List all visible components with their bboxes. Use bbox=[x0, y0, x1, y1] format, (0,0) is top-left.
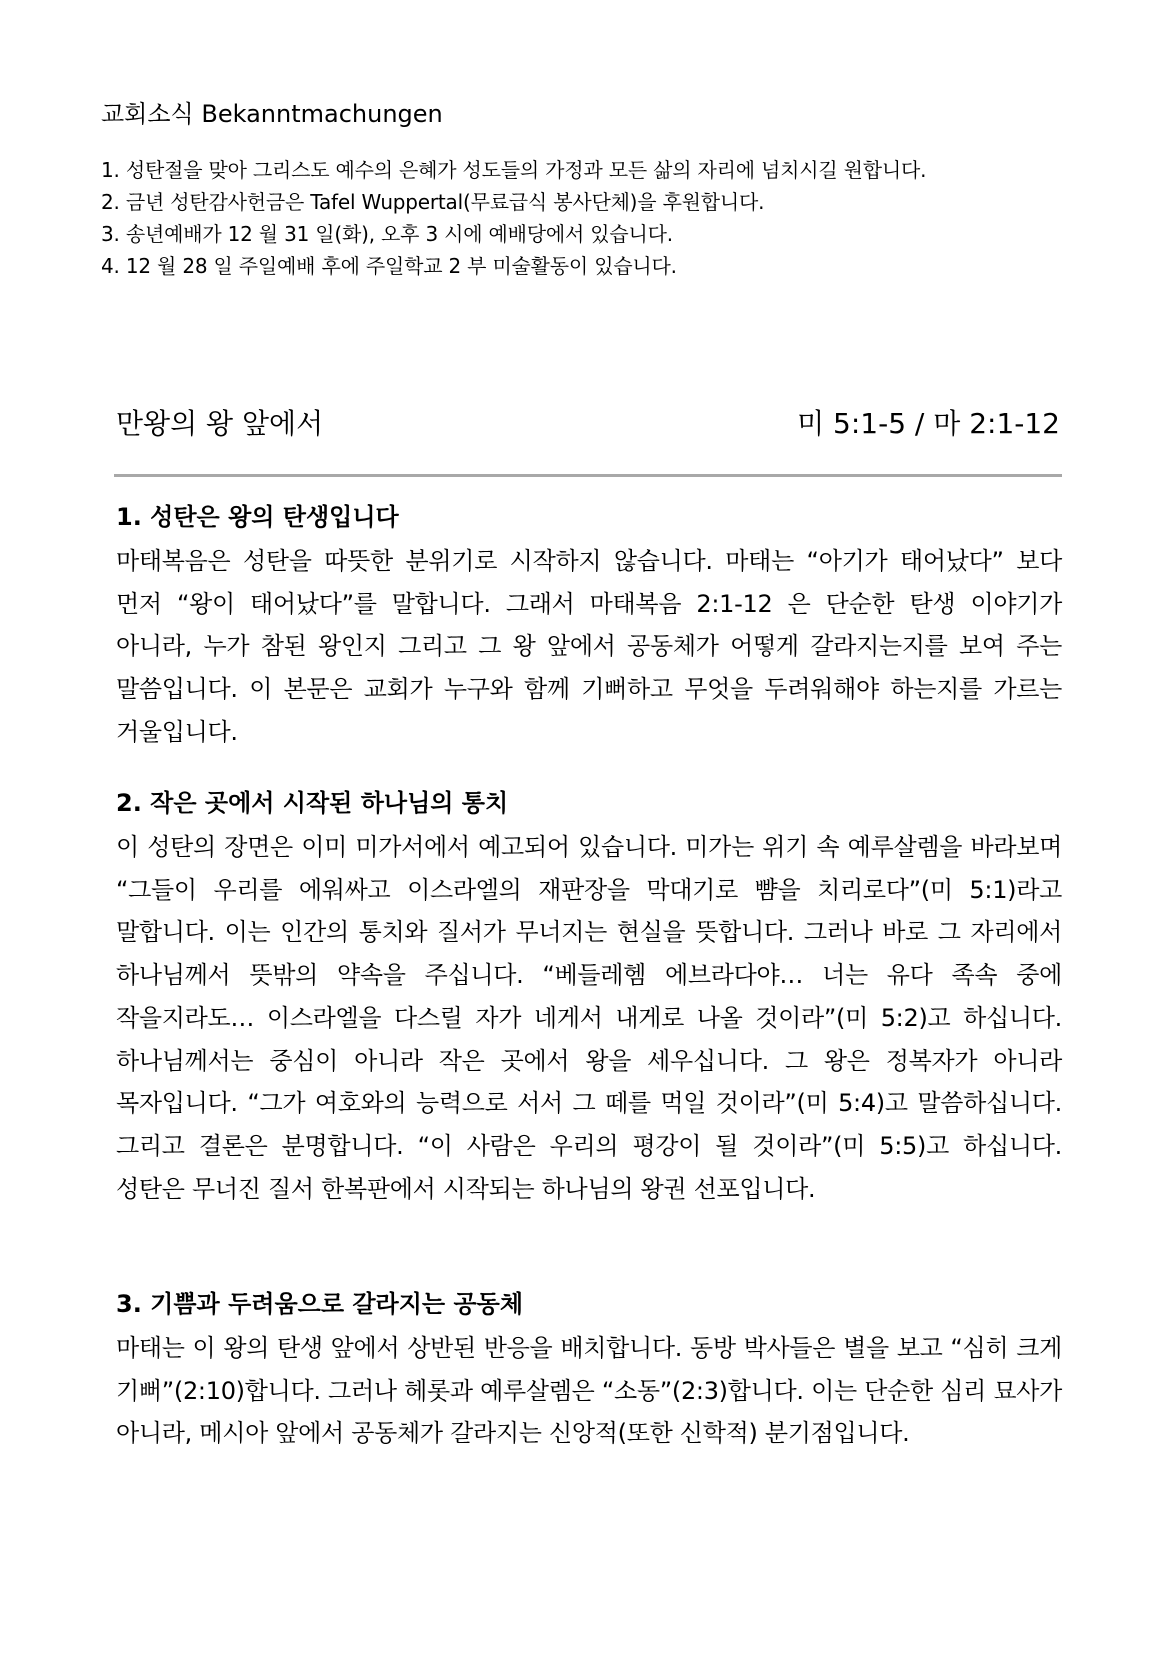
section-heading: 3. 기쁨과 두려움으로 갈라지는 공동체 bbox=[116, 1290, 523, 1318]
section-heading: 2. 작은 곳에서 시작된 하나님의 통치 bbox=[116, 789, 509, 817]
church-notices bbox=[101, 96, 1121, 282]
notices-heading: 교회소식 Bekanntmachungen bbox=[101, 100, 443, 128]
notice-item: 3. 송년예배가 12 월 31 일(화), 오후 3 시에 예배당에서 있습니다. bbox=[101, 222, 673, 246]
scripture-reference: 미 5:1-5 / 마 2:1-12 bbox=[797, 407, 1060, 440]
notice-item: 4. 12 월 28 일 주일예배 후에 주일학교 2 부 미술활동이 있습니다. bbox=[101, 254, 677, 278]
sermon-title: 만왕의 왕 앞에서 bbox=[116, 407, 324, 440]
sermon-section-2 bbox=[116, 784, 1062, 1210]
notice-list bbox=[101, 154, 1121, 282]
section-body: 마태복음은 성탄을 따뜻한 분위기로 시작하지 않습니다. 마태는 “아기가 태어났다” 보다 먼저 “왕이 태어났다”를 말합니다. 그래서 마태복음 2:1-12 은 단순한 탄생 이야기가 아니라, 누가 참된 왕인지 그리고 그 왕 앞에서 공동체가 어떻게 갈라지는지를 보여 주는 말씀입니다. 이 본문은 교회가 누구와 함께 기뻐하고 무엇을 두려워해야 하는지를 가르는 거울입니다. bbox=[116, 547, 1062, 746]
section-body: 이 성탄의 장면은 이미 미가서에서 예고되어 있습니다. 미가는 위기 속 예루살렘을 바라보며 “그들이 우리를 에워싸고 이스라엘의 재판장을 막대기로 뺨을 치리로다”(미 5:1)라고 말합니다. 이는 인간의 통치와 질서가 무너지는 현실을 뜻합니다. 그러나 바로 그 자리에서 하나님께서 뜻밖의 약속을 주십니다. “베들레헴 에브라다야… 너는 유다 족속 중에 작을지라도… 이스라엘을 다스릴 자가 네게서 내게로 나올 것이라”(미 5:2)고 하십니다. 하나님께서는 중심이 아니라 작은 곳에서 왕을 세우십니다. 그 왕은 정복자가 아니라 목자입니다. “그가 여호와의 능력으로 서서 그 떼를 먹일 것이라”(미 5:4)고 말씀하십니다. 그리고 결론은 분명합니다. “이 사람은 우리의 평강이 될 것이라”(미 5:5)고 하십니다. 성탄은 무너진 질서 한복판에서 시작되는 하나님의 왕권 선포입니다. bbox=[116, 833, 1062, 1203]
sermon-header bbox=[116, 404, 1060, 444]
sermon-section-3 bbox=[116, 1285, 1062, 1455]
notice-item: 1. 성탄절을 맞아 그리스도 예수의 은혜가 성도들의 가정과 모든 삶의 자리에 넘치시길 원합니다. bbox=[101, 158, 927, 182]
notice-item: 2. 금년 성탄감사헌금은 Tafel Wuppertal(무료급식 봉사단체)을 후원합니다. bbox=[101, 190, 765, 214]
sermon-section-1 bbox=[116, 498, 1062, 754]
section-body: 마태는 이 왕의 탄생 앞에서 상반된 반응을 배치합니다. 동방 박사들은 별을 보고 “심히 크게 기뻐”(2:10)합니다. 그러나 헤롯과 예루살렘은 “소동”(2:3)합니다. 이는 단순한 심리 묘사가 아니라, 메시아 앞에서 공동체가 갈라지는 신앙적(또한 신학적) 분기점입니다. bbox=[116, 1334, 1062, 1448]
section-heading: 1. 성탄은 왕의 탄생입니다 bbox=[116, 503, 399, 531]
header-divider bbox=[114, 474, 1062, 477]
